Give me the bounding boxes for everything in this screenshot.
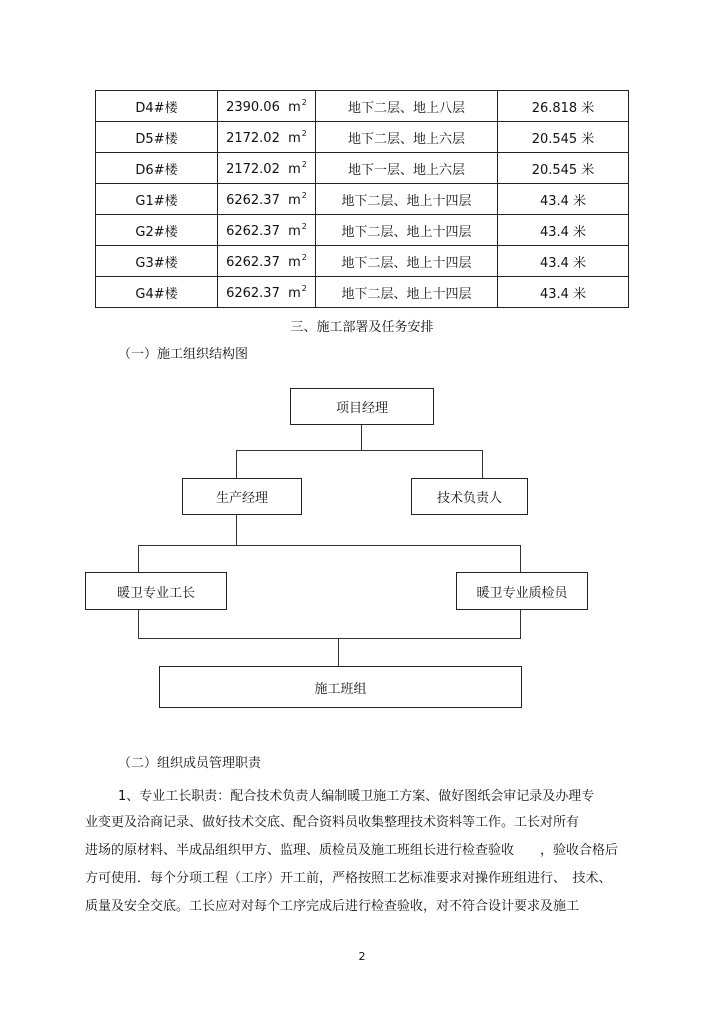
- org-connector: [520, 610, 521, 638]
- area-cell: [218, 122, 316, 153]
- table-row: [96, 184, 629, 215]
- height-cell: 20.545 米: [498, 153, 629, 184]
- building-table: [95, 90, 629, 308]
- org-box-team: 施工班组: [159, 666, 522, 708]
- building-name-cell: G4#楼: [96, 277, 218, 308]
- area-cell: [218, 184, 316, 215]
- area-value: 6262.37: [226, 285, 280, 301]
- area-unit-superscript: 2: [301, 190, 307, 200]
- table-row: [96, 246, 629, 277]
- org-connector: [520, 545, 521, 572]
- building-name-cell: G1#楼: [96, 184, 218, 215]
- section-title: 三、施工部署及任务安排: [290, 320, 434, 335]
- height-cell: 43.4 米: [498, 184, 629, 215]
- area-unit: m: [288, 161, 301, 177]
- area-unit-superscript: 2: [301, 221, 307, 231]
- floors-cell: 地下二层、地上十四层: [316, 277, 498, 308]
- floors-cell: 地下一层、地上六层: [316, 153, 498, 184]
- page-number: 2: [358, 950, 366, 963]
- height-cell: 43.4 米: [498, 277, 629, 308]
- duties-subtitle: （二）组织成员管理职责: [118, 756, 262, 771]
- floors-cell: 地下二层、地上八层: [316, 91, 498, 122]
- area-unit: m: [288, 130, 301, 146]
- area-unit: m: [288, 254, 301, 270]
- org-connector: [236, 450, 237, 478]
- area-cell: [218, 91, 316, 122]
- building-name-cell: D6#楼: [96, 153, 218, 184]
- area-unit: m: [288, 285, 301, 301]
- table-row: [96, 277, 629, 308]
- height-cell: 20.545 米: [498, 122, 629, 153]
- org-connector: [138, 545, 520, 546]
- area-cell: [218, 153, 316, 184]
- body-line: 业变更及洽商记录、做好技术交底、配合资料员收集整理技术资料等工作。工长对所有: [85, 815, 580, 830]
- height-cell: 43.4 米: [498, 215, 629, 246]
- table-row: [96, 215, 629, 246]
- body-line: 1、专业工长职责：配合技术负责人编制暖卫施工方案、做好图纸会审记录及办理专: [118, 789, 595, 804]
- area-cell: [218, 246, 316, 277]
- area-unit-superscript: 2: [301, 128, 307, 138]
- building-name-cell: D5#楼: [96, 122, 218, 153]
- table-row: [96, 153, 629, 184]
- org-connector: [138, 610, 139, 638]
- table-row: [96, 91, 629, 122]
- body-line: 方可使用．每个分项工程（工序）开工前，严格按照工艺标准要求对操作班组进行、 技术、: [85, 871, 612, 886]
- body-line: 质量及安全交底。工长应对对每个工序完成后进行检查验收，对不符合设计要求及施工: [85, 899, 580, 914]
- area-value: 2172.02: [226, 130, 280, 146]
- org-box-project-manager: 项目经理: [290, 388, 434, 425]
- area-unit: m: [288, 192, 301, 208]
- org-box-inspector: 暖卫专业质检员: [456, 572, 588, 610]
- building-name-cell: D4#楼: [96, 91, 218, 122]
- area-value: 2172.02: [226, 161, 280, 177]
- table-row: [96, 122, 629, 153]
- org-connector: [138, 638, 521, 639]
- org-box-production-manager: 生产经理: [182, 478, 302, 515]
- org-connector: [138, 545, 139, 572]
- org-connector: [236, 450, 483, 451]
- height-cell: 43.4 米: [498, 246, 629, 277]
- area-unit: m: [288, 223, 301, 239]
- area-unit-superscript: 2: [301, 252, 307, 262]
- height-cell: 26.818 米: [498, 91, 629, 122]
- area-value: 6262.37: [226, 192, 280, 208]
- floors-cell: 地下二层、地上十四层: [316, 246, 498, 277]
- org-connector: [338, 638, 339, 666]
- area-unit-superscript: 2: [301, 283, 307, 293]
- building-name-cell: G3#楼: [96, 246, 218, 277]
- area-cell: [218, 277, 316, 308]
- body-line: 进场的原材料、半成品组织甲方、监理、质检员及施工班组长进行检查验收 ，验收合格后: [85, 843, 619, 858]
- area-value: 6262.37: [226, 223, 280, 239]
- floors-cell: 地下二层、地上六层: [316, 122, 498, 153]
- area-unit: m: [288, 99, 301, 115]
- floors-cell: 地下二层、地上十四层: [316, 184, 498, 215]
- area-unit-superscript: 2: [301, 97, 307, 107]
- area-unit-superscript: 2: [301, 159, 307, 169]
- area-cell: [218, 215, 316, 246]
- org-connector: [361, 425, 362, 450]
- org-chart-subtitle: （一）施工组织结构图: [118, 347, 249, 362]
- area-value: 2390.06: [226, 99, 280, 115]
- org-connector: [482, 450, 483, 478]
- org-connector: [236, 515, 237, 545]
- org-box-foreman: 暖卫专业工长: [85, 572, 227, 610]
- floors-cell: 地下二层、地上十四层: [316, 215, 498, 246]
- building-name-cell: G2#楼: [96, 215, 218, 246]
- area-value: 6262.37: [226, 254, 280, 270]
- org-box-technical-lead: 技术负责人: [411, 478, 528, 515]
